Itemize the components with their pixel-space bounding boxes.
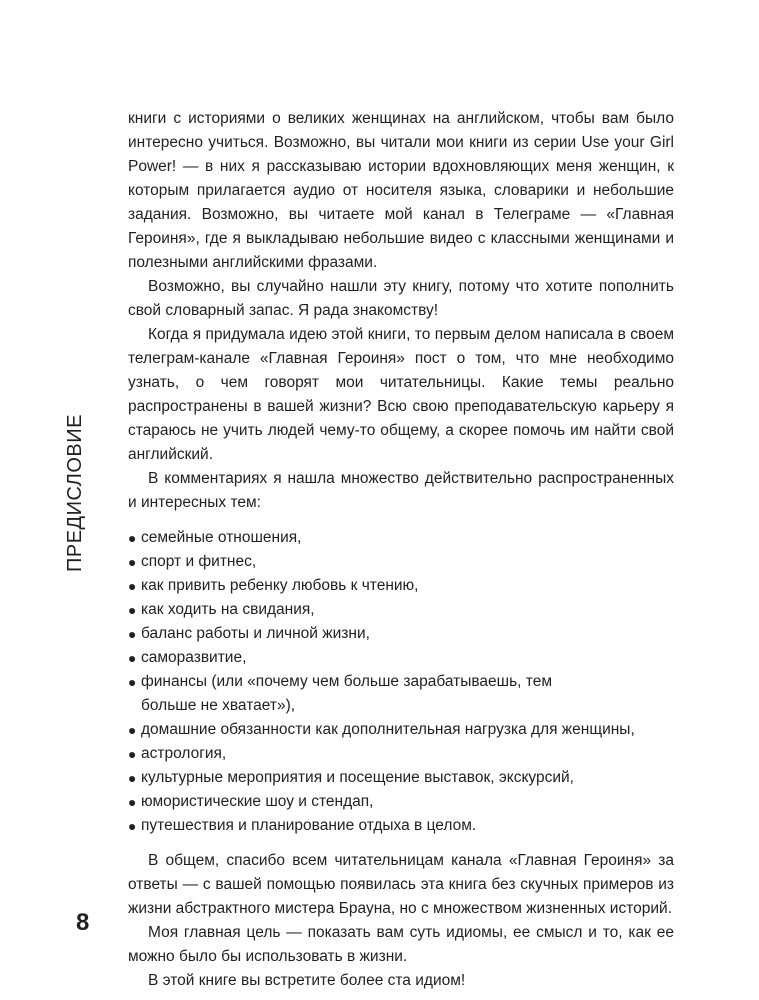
list-item-text: как ходить на свидания, [141, 601, 315, 618]
topics-list [128, 526, 674, 838]
list-item [128, 742, 674, 766]
bullet-icon: ● [128, 626, 137, 642]
list-item-text: финансы (или «почему чем больше зарабатываешь, тем больше не хватает»), [141, 673, 552, 714]
list-item [128, 718, 674, 742]
bullet-icon: ● [128, 818, 137, 834]
list-item-text: саморазвитие, [141, 649, 247, 666]
paragraph: В этой книге вы встретите более ста идиом! [148, 972, 466, 989]
bullet-icon: ● [128, 770, 137, 786]
bullet-icon: ● [128, 578, 137, 594]
paragraph: Моя главная цель — показать вам суть идиомы, ее смысл и то, как ее можно было бы использовать в жизни. [128, 924, 674, 965]
bullet-icon: ● [128, 794, 137, 810]
list-item [128, 766, 674, 790]
paragraph: В комментариях я нашла множество действительно распространенных и интересных тем: [128, 470, 674, 511]
list-item [128, 550, 674, 574]
bullet-icon: ● [128, 674, 137, 690]
list-item-text: домашние обязанности как дополнительная нагрузка для женщины, [141, 721, 635, 738]
bullet-icon: ● [128, 602, 137, 618]
list-item [128, 814, 674, 838]
list-item [128, 670, 561, 718]
list-item [128, 598, 674, 622]
list-item [128, 526, 674, 550]
bullet-icon: ● [128, 722, 137, 738]
list-item-text: путешествия и планирование отдыха в целом. [141, 817, 477, 834]
page-content [128, 107, 674, 993]
list-item-text: баланс работы и личной жизни, [141, 625, 370, 642]
paragraph: Возможно, вы случайно нашли эту книгу, потому что хотите пополнить свой словарный запас. Я рада знакомству! [128, 278, 674, 319]
bullet-icon: ● [128, 746, 137, 762]
paragraph: В общем, спасибо всем читательницам канала «Главная Героиня» за ответы — с вашей помощью появилась эта книга без скучных примеров из жизни абстрактного мистера Брауна, но с множеством жизненных историй. [128, 852, 674, 917]
list-item-text: спорт и фитнес, [141, 553, 257, 570]
page-number: 8 [76, 909, 90, 936]
list-item-text: культурные мероприятия и посещение выставок, экскурсий, [141, 769, 574, 786]
bullet-icon: ● [128, 554, 137, 570]
paragraph: Когда я придумала идею этой книги, то первым делом написала в своем телеграм-канале «Главная Героиня» пост о том, что мне необходимо узнать, о чем говорят мои читательницы. Какие темы реально распространены в вашей жизни? Всю свою преподавательскую карьеру я стараюсь не учить людей чему-то общему, а скорее помочь им найти свой английский. [128, 326, 674, 463]
list-item-text: семейные отношения, [141, 529, 302, 546]
bullet-icon: ● [128, 530, 137, 546]
list-item-text: как привить ребенку любовь к чтению, [141, 577, 419, 594]
list-item [128, 646, 674, 670]
list-item-text: юмористические шоу и стендап, [141, 793, 374, 810]
section-title-vertical: ПРЕДИСЛОВИЕ [64, 414, 86, 572]
paragraph-continuation: книги с историями о великих женщинах на английском, чтобы вам было интересно учиться. Возможно, вы читали мои книги из серии Use your Girl Power! — в них я рассказываю истории вдохновляющих меня женщин, к которым прилагается аудио от носителя языка, словарики и небольшие задания. Возможно, вы читаете мой канал в Телеграме — «Главная Героиня», где я выкладываю небольшие видео с классными женщинами и полезными английскими фразами. [128, 110, 674, 271]
list-item [128, 622, 674, 646]
list-item-text: астрология, [141, 745, 227, 762]
bullet-icon: ● [128, 650, 137, 666]
list-item [128, 790, 674, 814]
list-item [128, 574, 674, 598]
